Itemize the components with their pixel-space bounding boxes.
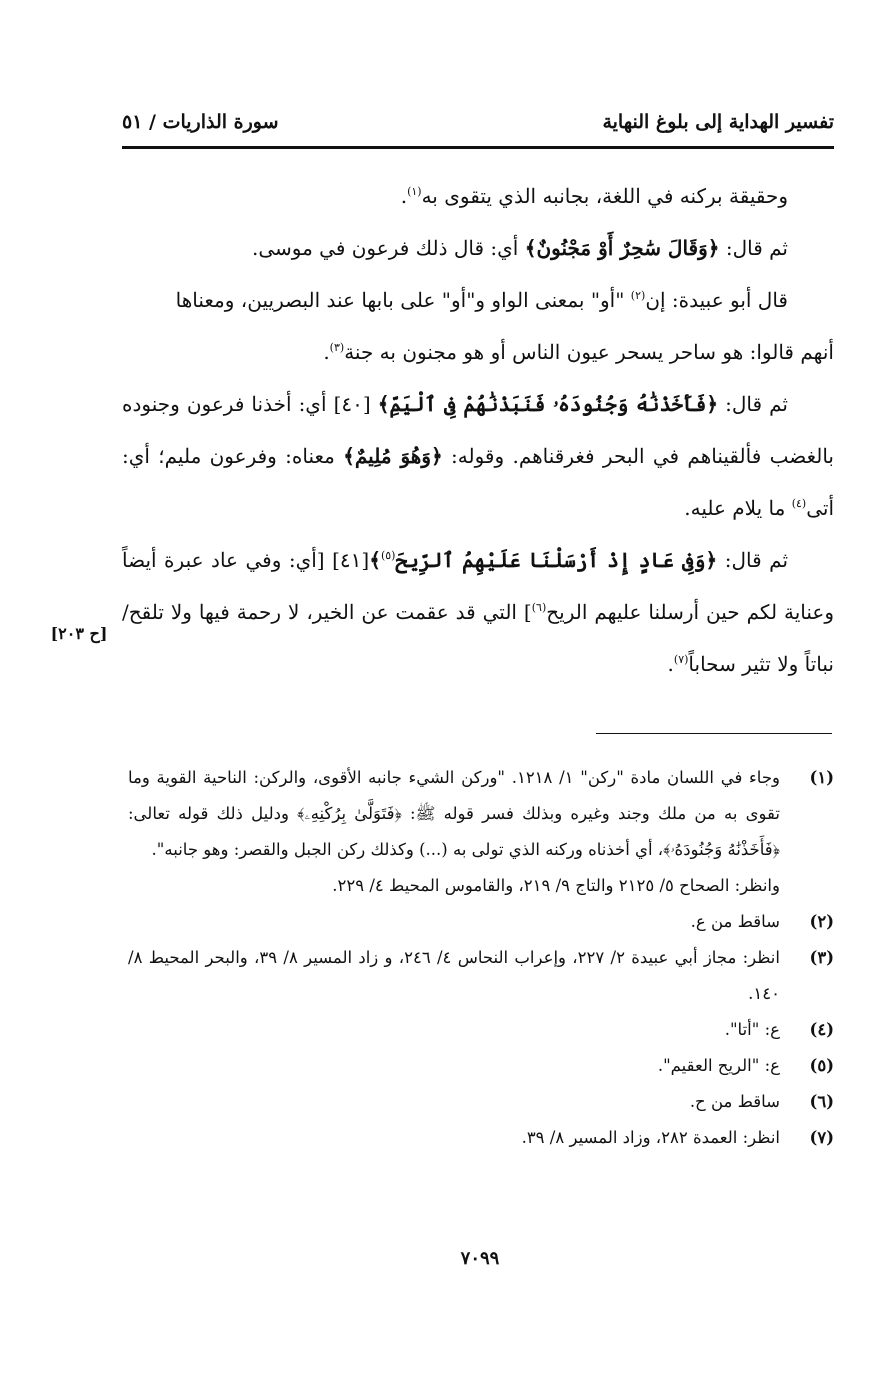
footnote (128, 1012, 834, 1048)
text: . (323, 340, 330, 364)
manuscript-folio-marker: [ح ٢٠٣] (50, 624, 108, 643)
text: . (400, 184, 408, 208)
footnote-number: (٧) (809, 1128, 834, 1147)
footnote-text: انظر: العمدة ٢٨٢، وزاد المسير ٨/ ٣٩. (521, 1128, 780, 1147)
footnote (128, 904, 834, 940)
paragraph-2 (122, 222, 834, 274)
footnote-number: (٦) (809, 1092, 834, 1111)
text: "أو" بمعنى الواو و"أو" على بابها عند البصريين، ومعناها (175, 288, 631, 312)
text: ] التي قد عقمت عن الخير، لا رحمة فيها ولا تلقح/ نباتاً ولا تثير سحاباً (122, 600, 834, 676)
footnote-ref-1: (١) (407, 185, 422, 198)
footnote (128, 760, 834, 904)
footnote-text: ساقط من ح. (689, 1092, 780, 1111)
footnote-ref-5: (٥) (380, 549, 396, 562)
footnote-ref-7: (٧) (673, 653, 689, 666)
header-surah-name: سورة الذاريات / ٥١ (122, 111, 279, 133)
footnote-separator (596, 733, 832, 734)
footnote-text: ع: "الريح العقيم". (657, 1056, 780, 1075)
footnote-number: (٤) (809, 1020, 834, 1039)
footnote-text: ساقط من ع. (690, 912, 780, 931)
footnote (128, 940, 834, 1012)
footnote-number: (١) (809, 768, 834, 787)
text: قال أبو عبيدة: إن (645, 288, 788, 312)
quran-quote: ﴿فَأَخَذْنَٰهُ وَجُنُودَهُۥ فَنَبَذْنَٰهُمْ فِى ٱلْيَمِّ﴾ (377, 392, 719, 416)
footnote (128, 1084, 834, 1120)
paragraph-6 (122, 534, 834, 690)
footnote-text: وانظر: الصحاح ٥/ ٢١٢٥ والتاج ٩/ ٢١٩، والقاموس المحيط ٤/ ٢٢٩. (332, 876, 780, 895)
paragraph-5 (122, 378, 834, 534)
footnote-text: انظر: مجاز أبي عبيدة ٢/ ٢٢٧، وإعراب النحاس ٤/ ٢٤٦، و زاد المسير ٨/ ٣٩، والبحر المحيط ٨/ ١٤٠. (128, 948, 780, 1003)
footnote-ref-3: (٣) (329, 341, 345, 354)
text: ثم قال: (718, 392, 788, 416)
footnote-body (128, 1012, 780, 1048)
footnotes (128, 760, 834, 1156)
footnote-body (128, 1120, 780, 1156)
page-number: ٧٠٩٩ (460, 1248, 500, 1269)
verse-number: [٤٠] (326, 392, 378, 416)
quran-bracket: ﴾ (369, 548, 381, 572)
text: أنهم قالوا: هو ساحر يسحر عيون الناس أو هو مجنون به جنة (344, 340, 834, 364)
footnote-number: (٣) (809, 948, 834, 967)
text: . (667, 652, 674, 676)
footnote-text: وجاء في اللسان مادة "ركن" ١/ ١٢١٨. "وركن الشيء جانبه الأقوى، والركن: الناحية القوية وما تقوى به من ملك وجند وغيره وبذلك فسر قوله ﷺ: ﴿فَتَوَلَّىٰ بِرُكْنِهِۦ﴾ ودليل ذلك قوله تعالى: ﴿فَأَخَذْنَٰهُ وَجُنُودَهُۥ﴾، أي أخذناه وركنه الذي تولى به (...) وكذلك ركن الجبل والقصر: وهو جانبه". (128, 768, 780, 859)
quran-quote: ﴿وَهُوَ مُلِيمٌ﴾ (343, 444, 443, 468)
verse-number: [٤١] (332, 548, 370, 572)
running-header (122, 104, 834, 140)
footnote (128, 1048, 834, 1084)
text: [أي: وفي عاد عبرة أيضاً وعناية لكم حين أرسلنا عليهم الريح (122, 548, 834, 624)
footnote (128, 1120, 834, 1156)
header-rule (122, 146, 834, 149)
main-text (122, 170, 834, 690)
paragraph-1 (122, 170, 834, 222)
footnote-body (128, 1048, 780, 1084)
header-book-title: تفسير الهداية إلى بلوغ النهاية (602, 111, 834, 133)
footnote-ref-6: (٦) (531, 601, 547, 614)
footnote-number: (٢) (809, 912, 834, 931)
footnote-body (128, 1084, 780, 1120)
footnote-ref-4: (٤) (791, 497, 807, 510)
text: معناه: وفرعون مليم؛ أي: أتى (122, 444, 834, 520)
paragraph-4 (122, 326, 834, 378)
text: أي: قال ذلك فرعون في موسى. (251, 236, 525, 260)
footnote-number: (٥) (809, 1056, 834, 1075)
text: ثم قال: (717, 548, 789, 572)
footnote-ref-2: (٢) (630, 289, 646, 302)
quran-quote: ﴿وَفِى عَادٍ إِذْ أَرْسَلْنَا عَلَيْهِمُ ٱلرِّيحَ (395, 548, 718, 572)
footnote-text: ع: "أتا". (724, 1020, 780, 1039)
text: أي: أخذنا فرعون وجنوده بالغضب فألقيناهم في البحر فغرقناهم. وقوله: (122, 392, 834, 468)
footnote-body (128, 940, 780, 1012)
quran-quote: ﴿وَقَالَ سَٰحِرٌ أَوْ مَجْنُونٌ﴾ (524, 236, 720, 260)
text: وحقيقة بركنه في اللغة، بجانبه الذي يتقوى به (421, 184, 788, 208)
paragraph-3 (122, 274, 834, 326)
footnote-body (128, 760, 780, 904)
text: ثم قال: (719, 236, 788, 260)
footnote-body (128, 904, 780, 940)
text: ما يلام عليه. (684, 496, 792, 520)
